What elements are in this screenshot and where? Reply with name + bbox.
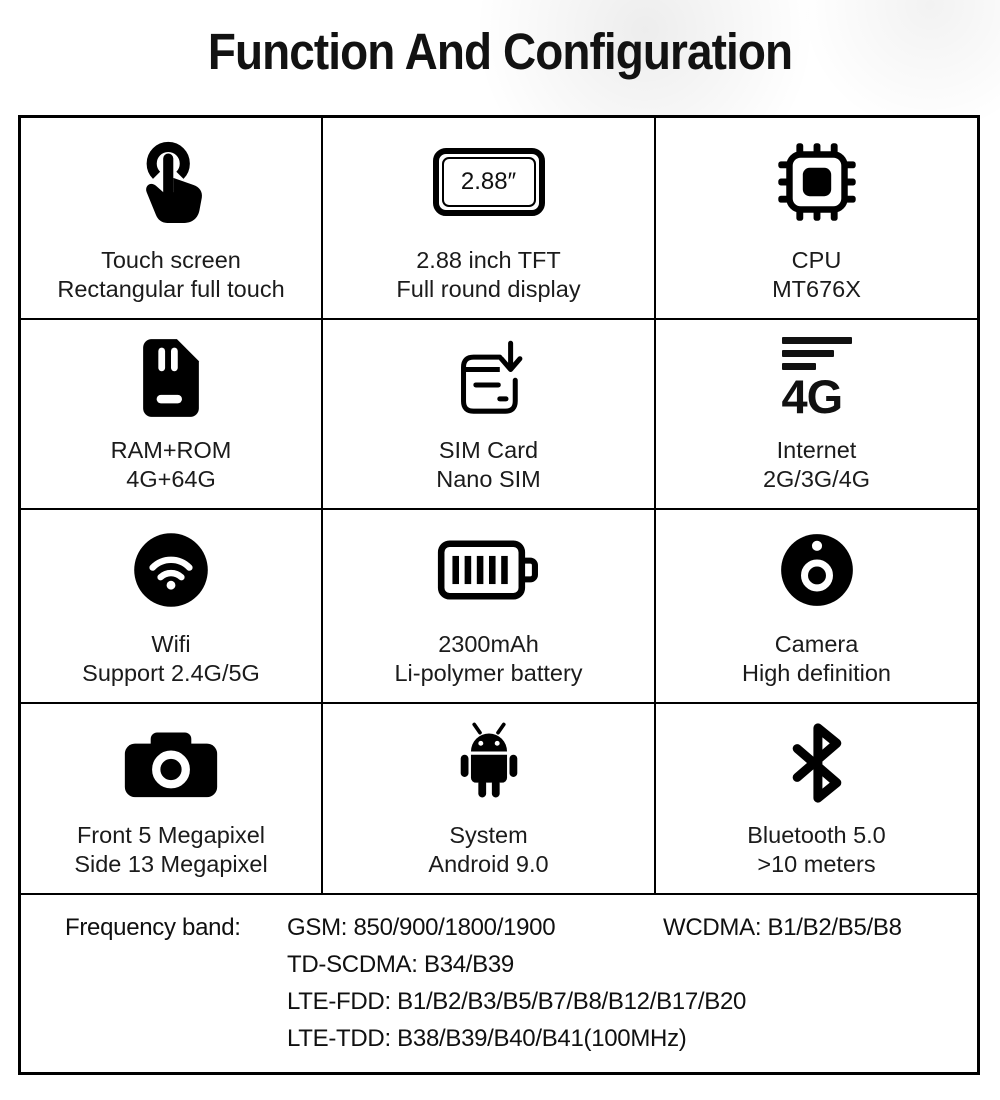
cell-label xyxy=(772,246,861,304)
internet-4g-icon xyxy=(656,320,977,436)
cell-label xyxy=(436,436,541,494)
signal-bar-1 xyxy=(782,337,852,344)
cell-label xyxy=(74,821,267,879)
cell-label xyxy=(57,246,284,304)
battery-icon xyxy=(323,510,654,630)
bluetooth-icon xyxy=(656,704,977,821)
cell-label-line2: >10 meters xyxy=(757,851,876,878)
spec-cell-bluetooth xyxy=(656,704,977,895)
cell-label-line2: Li-polymer battery xyxy=(394,660,583,687)
memory-card-icon xyxy=(21,320,321,436)
cell-label xyxy=(742,630,891,688)
cell-label-line2: 4G+64G xyxy=(126,466,216,493)
spec-cell-system xyxy=(323,704,656,895)
cell-label-line2: 2G/3G/4G xyxy=(762,466,871,493)
display-size-badge: 2.88″ xyxy=(460,168,517,196)
wifi-icon xyxy=(21,510,321,630)
signal-bar-2 xyxy=(782,350,834,357)
display-icon xyxy=(323,118,654,246)
cell-label-line2: Rectangular full touch xyxy=(57,276,285,303)
cell-label-line1: SIM Card xyxy=(438,437,539,464)
signal-bar-3 xyxy=(782,363,816,370)
display-outline xyxy=(433,148,545,216)
cell-label-line2: High definition xyxy=(742,660,891,687)
cpu-icon xyxy=(656,118,977,246)
4g-badge: 4G xyxy=(781,370,843,424)
frequency-band-section xyxy=(21,895,977,1072)
spec-cell-cpu xyxy=(656,118,977,320)
lte-fdd-bands: LTE-FDD: B1/B2/B3/B5/B7/B8/B12/B17/B20 xyxy=(287,988,747,1015)
cell-label-line1: Internet xyxy=(776,437,857,464)
cell-label-line1: Bluetooth 5.0 xyxy=(747,822,886,849)
touch-icon xyxy=(21,118,321,246)
cell-label-line1: Touch screen xyxy=(101,247,241,274)
spec-cell-front-camera xyxy=(21,704,323,895)
cell-label-line1: CPU xyxy=(791,247,842,274)
cell-label-line1: Wifi xyxy=(151,631,191,658)
android-icon xyxy=(323,704,654,821)
cell-label xyxy=(394,630,582,688)
spec-cell-camera xyxy=(656,510,977,704)
cell-label-line2: Side 13 Megapixel xyxy=(74,851,268,878)
spec-cell-battery xyxy=(323,510,656,704)
spec-cell-sim xyxy=(323,320,656,510)
camera-lens-icon xyxy=(656,510,977,630)
wcdma-bands: WCDMA: B1/B2/B5/B8 xyxy=(663,914,902,941)
frequency-band-label: Frequency band: xyxy=(65,914,241,941)
spec-cell-display xyxy=(323,118,656,320)
display-inner-outline xyxy=(442,157,536,207)
cell-label-line1: RAM+ROM xyxy=(110,437,232,464)
spec-cell-internet xyxy=(656,320,977,510)
cell-label-line1: System xyxy=(449,822,528,849)
cell-label xyxy=(428,821,548,879)
gsm-bands: GSM: 850/900/1800/1900 xyxy=(287,914,556,941)
cell-label-line2: Nano SIM xyxy=(436,466,541,493)
cell-label-line2: Support 2.4G/5G xyxy=(82,660,260,687)
cell-label xyxy=(763,436,870,494)
sim-card-icon xyxy=(323,320,654,436)
cell-label-line2: Full round display xyxy=(396,276,581,303)
cell-label xyxy=(747,821,886,879)
cell-label-line1: 2300mAh xyxy=(438,631,539,658)
photo-camera-icon xyxy=(21,704,321,821)
cell-label-line1: 2.88 inch TFT xyxy=(416,247,561,274)
cell-label-line2: Android 9.0 xyxy=(428,851,549,878)
feature-grid xyxy=(21,118,977,895)
cell-label-line1: Camera xyxy=(774,631,859,658)
spec-table xyxy=(18,115,980,1075)
lte-tdd-bands: LTE-TDD: B38/B39/B40/B41(100MHz) xyxy=(287,1025,687,1052)
page-title: Function And Configuration xyxy=(207,23,793,80)
cell-label xyxy=(82,630,260,688)
spec-cell-ram-rom xyxy=(21,320,323,510)
spec-cell-touch-screen xyxy=(21,118,323,320)
cell-label-line1: Front 5 Megapixel xyxy=(76,822,266,849)
cell-label xyxy=(396,246,580,304)
cell-label xyxy=(111,436,232,494)
spec-cell-wifi xyxy=(21,510,323,704)
td-scdma-bands: TD-SCDMA: B34/B39 xyxy=(287,951,514,978)
cell-label-line2: MT676X xyxy=(772,276,861,303)
